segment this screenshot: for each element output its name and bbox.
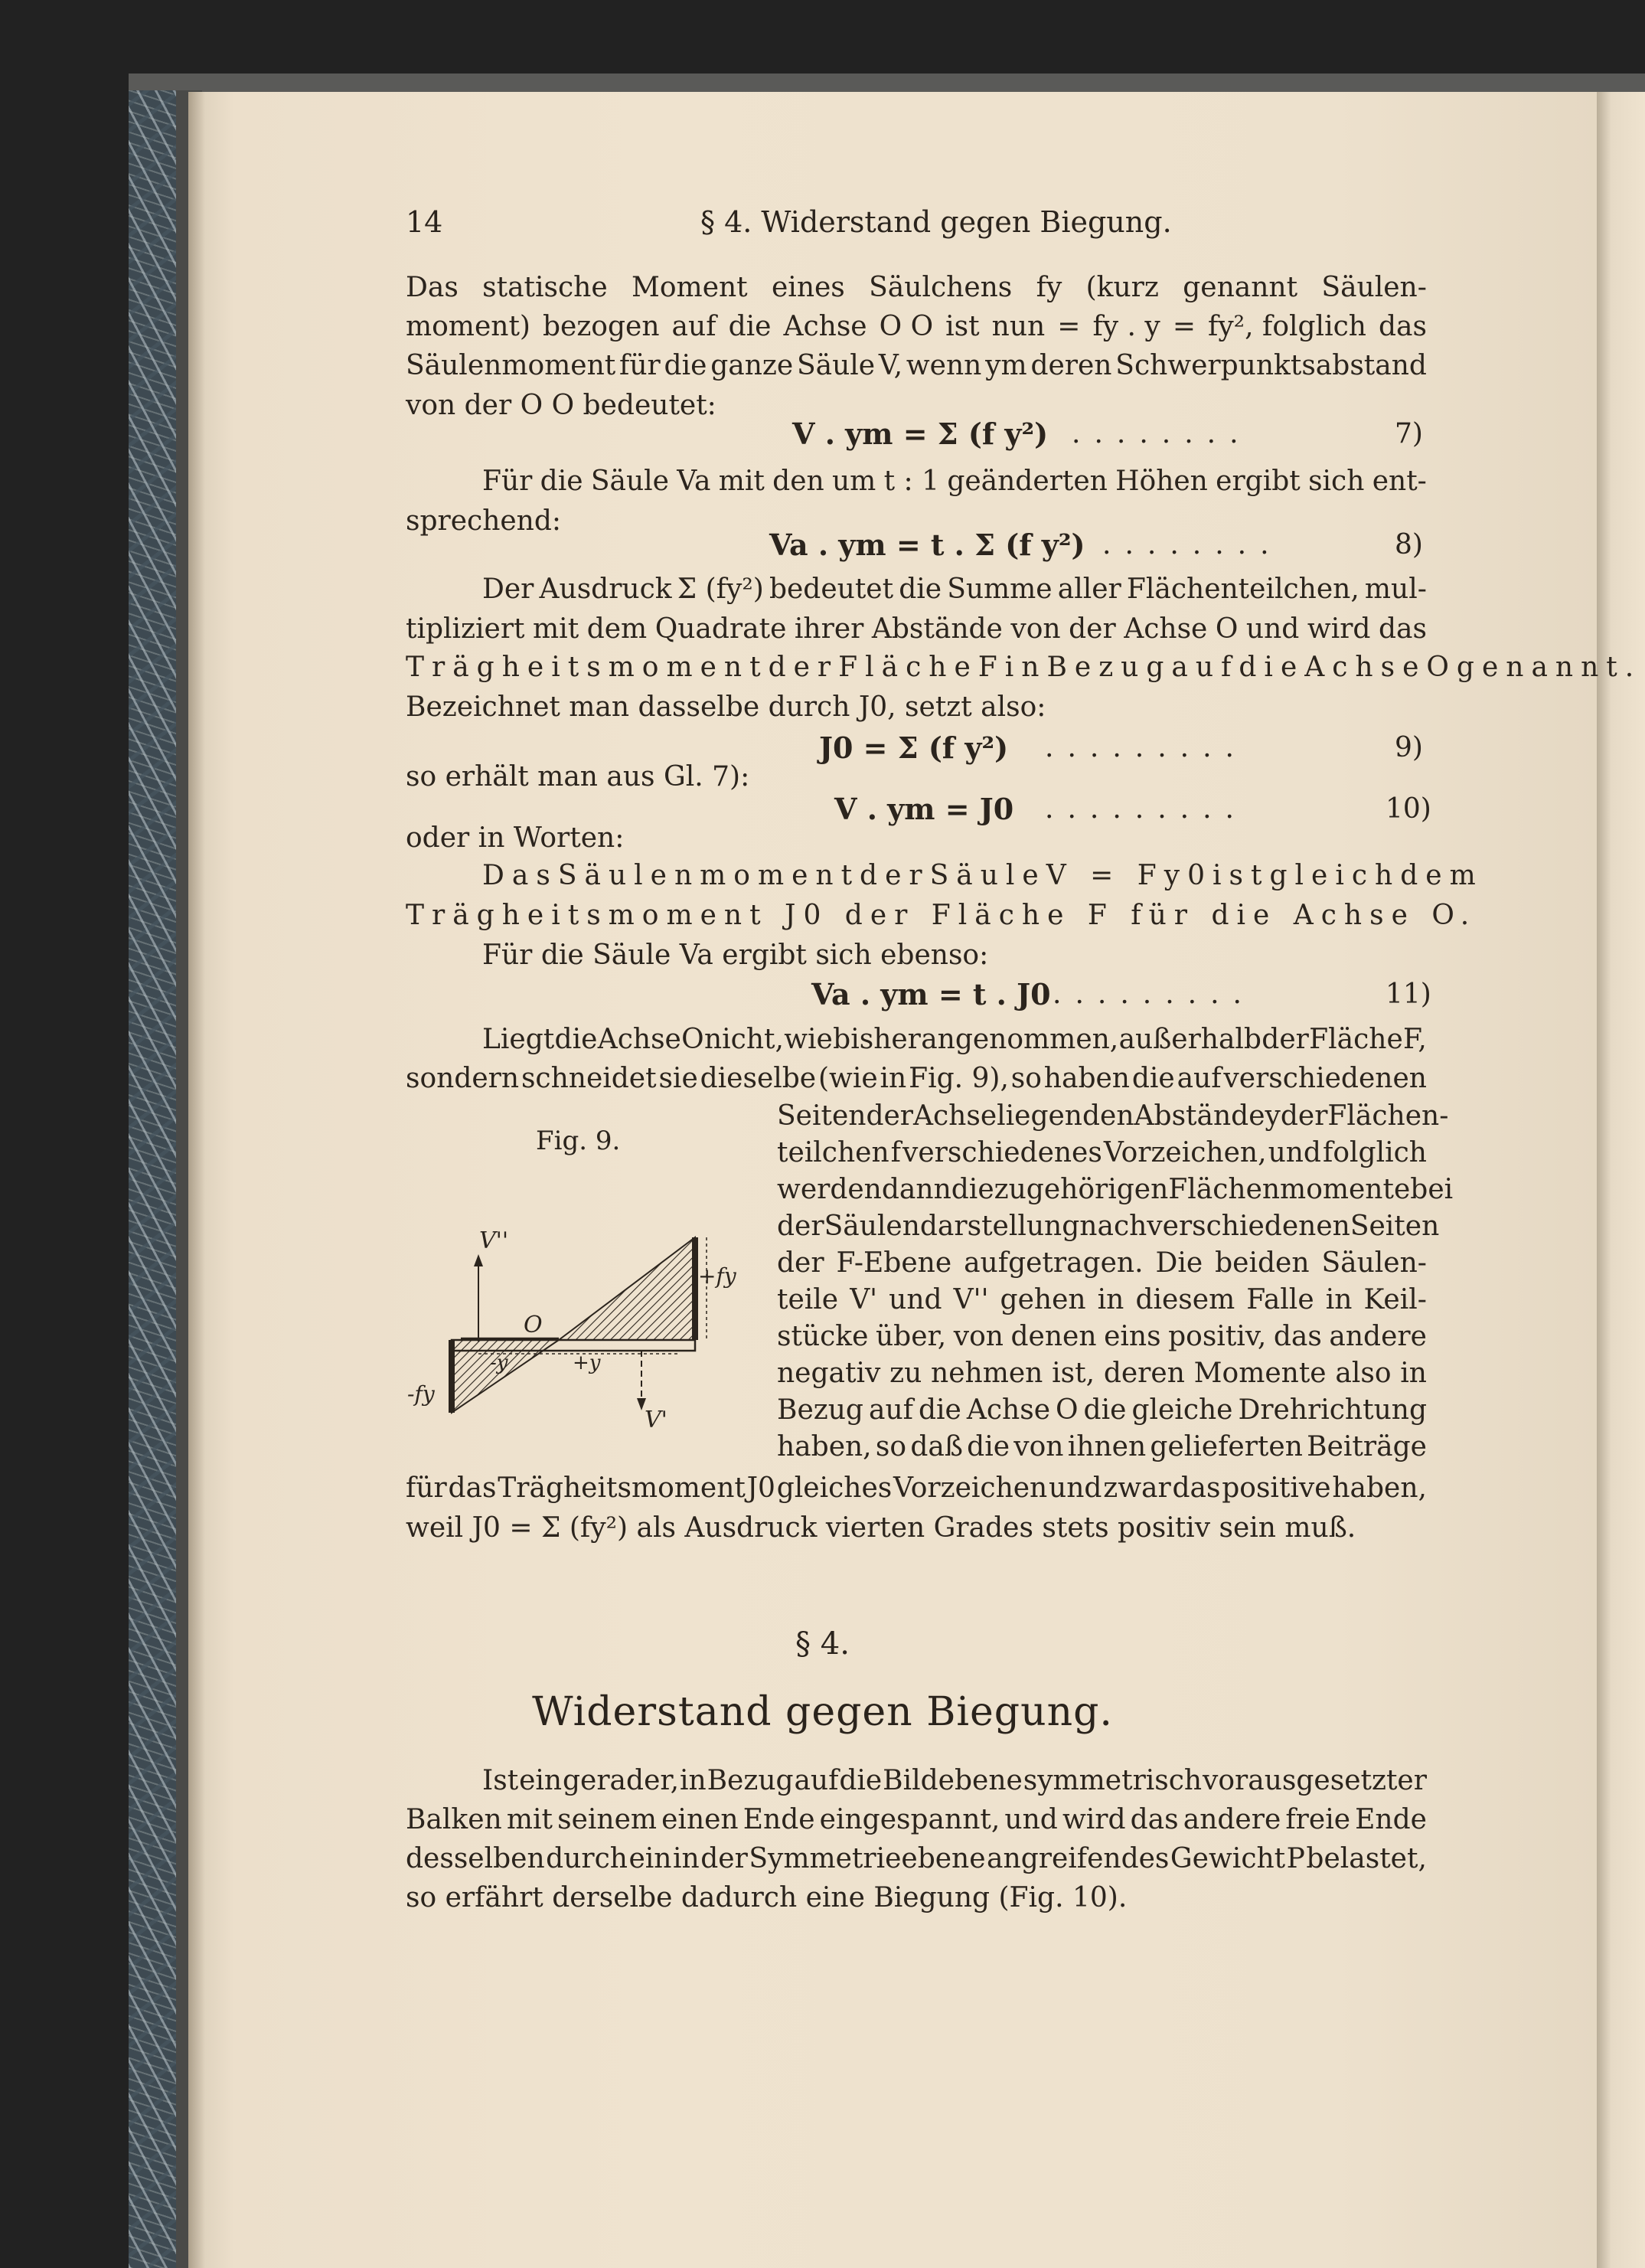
- word: der: [1069, 613, 1116, 645]
- word: =: [1057, 311, 1081, 342]
- word: =: [1172, 311, 1196, 342]
- word: die: [728, 311, 772, 342]
- word: O: [681, 1024, 704, 1055]
- word: Höhen: [1115, 466, 1208, 497]
- equation-10: V . ym = J0: [834, 792, 1014, 826]
- word: so: [1010, 1063, 1042, 1094]
- word: auf: [794, 1765, 839, 1796]
- word: ganze: [710, 350, 794, 381]
- para1-line-1: [406, 271, 1427, 305]
- word: Fig. 9),: [909, 1063, 1009, 1094]
- word: Bildebene: [883, 1765, 1023, 1796]
- para5-line-1: [482, 1023, 1427, 1057]
- word: und: [1245, 613, 1300, 645]
- word: der: [860, 860, 930, 891]
- word: Säule: [929, 860, 1046, 891]
- word: die: [918, 1394, 961, 1426]
- word: für: [406, 1472, 447, 1504]
- para5-right-line-5: [777, 1247, 1427, 1280]
- para5-right-line-4: [777, 1210, 1440, 1243]
- word: Fläche: [1309, 1024, 1403, 1055]
- word: ent-: [1372, 466, 1427, 497]
- word: die: [540, 466, 583, 497]
- word: bedeutet: [769, 574, 894, 605]
- word: andere: [1329, 1321, 1427, 1352]
- word: die: [664, 350, 707, 381]
- word: denen: [1010, 1321, 1097, 1352]
- word: Säulchens: [869, 272, 1013, 303]
- word: Achse: [913, 1100, 997, 1132]
- word: haben,: [777, 1431, 872, 1462]
- word: wenn: [906, 350, 982, 381]
- word: vorausgesetzter: [1203, 1765, 1427, 1796]
- word: deren: [1030, 350, 1112, 381]
- word: Ausdruck: [539, 574, 672, 605]
- word: Säulendarstellung: [824, 1211, 1080, 1242]
- word: Beiträge: [1307, 1431, 1427, 1462]
- word: J0: [746, 1472, 775, 1504]
- para5-right-line-8: [777, 1357, 1427, 1391]
- word: genannt: [1183, 272, 1298, 303]
- running-title: § 4. Widerstand gegen Biegung.: [700, 205, 1172, 239]
- word: eins: [1104, 1321, 1161, 1352]
- word: zugehörigen: [994, 1174, 1169, 1205]
- word: F: [978, 652, 1005, 683]
- word: Balken: [406, 1804, 502, 1835]
- word: also: [1335, 1358, 1392, 1389]
- label-plus-y: +y: [573, 1351, 601, 1374]
- word: die: [1083, 1394, 1127, 1426]
- word: Achse: [1304, 652, 1427, 683]
- word: Momente: [1193, 1358, 1327, 1389]
- para2-last-line: sprechend:: [406, 505, 562, 537]
- word: O: [1056, 1394, 1079, 1426]
- word: durch: [546, 1843, 628, 1874]
- word: um: [832, 466, 876, 497]
- word: Säule: [590, 466, 669, 497]
- word: verschiedenen: [1147, 1211, 1350, 1242]
- word: Flächenteilchen,: [1126, 574, 1359, 605]
- word: statische: [482, 272, 608, 303]
- word: aller: [1057, 574, 1121, 605]
- word: teilchen: [777, 1137, 889, 1168]
- word: in: [1325, 1284, 1353, 1315]
- word: f: [890, 1137, 901, 1168]
- positive-wedge: [559, 1237, 695, 1340]
- word: Für: [482, 466, 533, 497]
- word: das: [1172, 1472, 1221, 1504]
- word: stücke: [777, 1321, 869, 1352]
- word: P: [1286, 1843, 1305, 1874]
- word: liegenden: [997, 1100, 1134, 1132]
- word: Achse: [1124, 613, 1208, 645]
- word: Drehrichtung: [1238, 1394, 1427, 1426]
- word: in: [1097, 1284, 1124, 1315]
- word: und: [1268, 1137, 1321, 1168]
- word: zu: [889, 1358, 922, 1389]
- label-minus-fy: -fy: [407, 1381, 435, 1407]
- word: so: [875, 1431, 907, 1462]
- word: auf: [1171, 652, 1239, 683]
- para6-line-3: [406, 1842, 1427, 1876]
- line-oder-in-worten: oder in Worten:: [406, 822, 625, 854]
- word: in: [880, 1063, 907, 1094]
- word: bisher: [833, 1024, 921, 1055]
- word: seinem: [557, 1804, 658, 1835]
- para5-right-line-3: [777, 1173, 1454, 1207]
- word: Trägheitsmoment: [498, 1472, 746, 1504]
- word: der: [777, 1247, 824, 1279]
- word: ist: [1213, 860, 1270, 891]
- equation-7-leader: ........: [1072, 418, 1252, 449]
- para3-line-3: [406, 651, 1642, 685]
- word: dieselbe: [700, 1063, 817, 1094]
- word: von: [953, 1321, 1004, 1352]
- word: gerader,: [563, 1765, 680, 1796]
- word: bei: [1410, 1174, 1454, 1205]
- word: verschiedenes: [902, 1137, 1102, 1168]
- para5-line-2: [406, 1062, 1427, 1096]
- word: gleiche: [1131, 1394, 1233, 1426]
- word: wie: [784, 1024, 833, 1055]
- word: Flächenmomente: [1168, 1174, 1411, 1205]
- word: Ende: [743, 1804, 815, 1835]
- word: gelieferten: [1150, 1431, 1303, 1462]
- para6-line-2: [406, 1803, 1427, 1837]
- word: Σ (fy²): [677, 574, 764, 605]
- equation-11: Va . ym = t . J0: [811, 977, 1051, 1011]
- word: ihnen: [1067, 1431, 1147, 1462]
- word: O: [1426, 652, 1457, 683]
- word: die: [1239, 652, 1305, 683]
- word: positiv,: [1168, 1321, 1267, 1352]
- word: Ende: [1355, 1804, 1427, 1835]
- word: Das: [482, 860, 558, 891]
- page-number: 14: [406, 205, 443, 239]
- word: die: [554, 1024, 598, 1055]
- word: das: [448, 1472, 497, 1504]
- equation-9-leader: .........: [1045, 732, 1248, 763]
- word: Vorzeichen: [893, 1472, 1048, 1504]
- figure-9-diagram: [406, 1172, 765, 1478]
- word: Summe: [947, 574, 1053, 605]
- section-number: § 4.: [795, 1626, 850, 1662]
- word: O O: [879, 311, 934, 342]
- para5-last-line: weil J0 = Σ (fy²) als Ausdruck vierten Grades stets positiv sein muß.: [406, 1512, 1356, 1544]
- word: eingespannt,: [819, 1804, 1000, 1835]
- word: Säulenmoment: [557, 860, 860, 891]
- word: V': [850, 1284, 878, 1315]
- equation-9-number: 9): [1395, 732, 1423, 763]
- word: Ist: [482, 1765, 519, 1796]
- word: gehen: [1000, 1284, 1086, 1315]
- word: moment): [406, 311, 530, 342]
- word: zwar: [1103, 1472, 1171, 1504]
- word: mit: [718, 466, 765, 497]
- word: Achse: [966, 1394, 1050, 1426]
- word: nun: [991, 311, 1046, 342]
- word: sich: [1308, 466, 1365, 497]
- word: ein: [628, 1843, 672, 1874]
- word: bezogen: [542, 311, 660, 342]
- word: das: [1378, 311, 1427, 342]
- word: negativ: [777, 1358, 881, 1389]
- word: der: [1261, 1024, 1309, 1055]
- word: Bezug: [777, 1394, 863, 1426]
- word: wird: [1062, 1804, 1126, 1835]
- word: über,: [875, 1321, 947, 1352]
- word: ist: [945, 311, 980, 342]
- word: Symmetrieebene: [749, 1843, 986, 1874]
- word: daß: [910, 1431, 963, 1462]
- word: Säule: [796, 350, 876, 381]
- word: Seiten: [777, 1100, 867, 1132]
- word: symmetrisch: [1023, 1765, 1203, 1796]
- word: dann: [881, 1174, 951, 1205]
- word: gleiches: [776, 1472, 893, 1504]
- word: Keil-: [1363, 1284, 1427, 1315]
- word: in: [1004, 652, 1047, 683]
- word: sondern: [406, 1063, 520, 1094]
- word: (kurz: [1085, 272, 1159, 303]
- section-title: Widerstand gegen Biegung.: [532, 1689, 1113, 1735]
- word: deren: [1103, 1358, 1185, 1389]
- equation-9: J0 = Σ (f y²): [819, 730, 1009, 765]
- label-minus-y: -y: [490, 1351, 508, 1374]
- word: fy . y: [1092, 311, 1160, 342]
- word: verschiedenen: [1223, 1063, 1427, 1094]
- word: Fläche: [838, 652, 978, 683]
- word: Bezug: [707, 1765, 794, 1796]
- equation-7: V . ym = Σ (f y²): [792, 417, 1049, 451]
- para5-right-line-2: [777, 1136, 1427, 1170]
- word: auf: [868, 1394, 913, 1426]
- para6-line-1: [482, 1764, 1427, 1798]
- word: Abstände: [871, 613, 1003, 645]
- word: Säulen-: [1321, 272, 1427, 303]
- equation-8-leader: ........: [1102, 529, 1283, 560]
- word: dem: [1400, 860, 1483, 891]
- word: die: [899, 574, 942, 605]
- word: ym: [985, 350, 1027, 381]
- word: das: [1130, 1804, 1179, 1835]
- word: den: [772, 466, 824, 497]
- word: andere: [1183, 1804, 1281, 1835]
- para2-line-1: [482, 465, 1427, 498]
- word: Trägheitsmoment: [406, 652, 769, 683]
- word: mul-: [1364, 574, 1427, 605]
- para1-line-3: [406, 349, 1427, 383]
- word: Die: [1155, 1247, 1203, 1279]
- word: haben: [1043, 1063, 1130, 1094]
- word: angreifendes: [987, 1843, 1170, 1874]
- word: das: [1379, 613, 1427, 645]
- word: diesem: [1135, 1284, 1235, 1315]
- figure-caption: Fig. 9.: [536, 1126, 621, 1156]
- word: tipliziert: [406, 613, 525, 645]
- word: nach: [1079, 1211, 1147, 1242]
- line-fuer-die-saeule: Für die Säule Va ergibt sich ebenso:: [482, 940, 989, 971]
- word: der: [866, 1100, 913, 1132]
- para3-line-1: [482, 573, 1427, 606]
- word: geänderten: [947, 466, 1108, 497]
- word: F,: [1403, 1024, 1427, 1055]
- word: Achse: [597, 1024, 681, 1055]
- word: Bezug: [1046, 652, 1172, 683]
- word: positive: [1222, 1472, 1331, 1504]
- word: ihrer: [794, 613, 864, 645]
- word: teile: [777, 1284, 839, 1315]
- word: in: [1400, 1358, 1427, 1389]
- equation-10-leader: .........: [1045, 793, 1248, 825]
- word: Va: [677, 466, 711, 497]
- equation-11-number: 11): [1386, 979, 1431, 1010]
- para5-right-line-7: [777, 1320, 1427, 1354]
- word: für: [619, 350, 661, 381]
- word: in: [679, 1765, 707, 1796]
- word: auf: [1177, 1063, 1222, 1094]
- word: außerhalb: [1118, 1024, 1261, 1055]
- word: wird: [1307, 613, 1371, 645]
- word: Liegt: [482, 1024, 555, 1055]
- gutter-shadow: [188, 92, 205, 2268]
- figure-9: [406, 1126, 765, 1447]
- word: der: [700, 1843, 748, 1874]
- word: gleich: [1269, 860, 1401, 891]
- word: die: [1131, 1063, 1175, 1094]
- word: ein: [519, 1765, 563, 1796]
- word: einen: [661, 1804, 739, 1835]
- label-v-single: V': [645, 1407, 667, 1433]
- word: F-Ebene: [836, 1247, 952, 1279]
- word: V,: [878, 350, 903, 381]
- word: genannt.: [1456, 652, 1642, 683]
- word: Vorzeichen,: [1103, 1137, 1267, 1168]
- word: Flächen-: [1327, 1100, 1449, 1132]
- para5-right-line-10: [777, 1430, 1427, 1464]
- word: der: [777, 1211, 824, 1242]
- word: der: [1280, 1100, 1328, 1132]
- word: das: [1273, 1321, 1322, 1352]
- word: nicht,: [703, 1024, 784, 1055]
- word: Quadrate: [654, 613, 787, 645]
- word: V'': [953, 1284, 989, 1315]
- word: Schwerpunktsabstand: [1115, 350, 1427, 381]
- word: desselben: [406, 1843, 545, 1874]
- para3-last-line: Bezeichnet man dasselbe durch J0, setzt also:: [406, 691, 1046, 723]
- word: Der: [482, 574, 534, 605]
- word: Säulen-: [1321, 1247, 1427, 1279]
- equation-10-number: 10): [1386, 793, 1431, 825]
- word: in: [673, 1843, 700, 1874]
- word: O: [1215, 613, 1239, 645]
- word: Falle: [1246, 1284, 1314, 1315]
- para4-last-line: Trägheitsmoment J0 der Fläche F für die Achse O.: [406, 900, 1477, 931]
- word: die: [967, 1431, 1010, 1462]
- word: V = Fy0: [1046, 860, 1213, 891]
- word: beiden: [1215, 1247, 1310, 1279]
- word: und: [889, 1284, 942, 1315]
- word: angenommen,: [921, 1024, 1119, 1055]
- para5-right-line-9: [777, 1394, 1427, 1427]
- word: t : 1: [883, 466, 940, 497]
- word: auf: [671, 311, 716, 342]
- word: Das: [406, 272, 459, 303]
- para1-line-2: [406, 310, 1427, 344]
- word: mit: [506, 1804, 553, 1835]
- word: freie: [1285, 1804, 1351, 1835]
- para6-last-line: so erfährt derselbe dadurch eine Biegung (Fig. 10).: [406, 1882, 1128, 1913]
- word: aufgetragen.: [964, 1247, 1144, 1279]
- word: die: [839, 1765, 883, 1796]
- word: sie: [658, 1063, 698, 1094]
- word: (wie: [818, 1063, 878, 1094]
- para5-right-line-6: [777, 1283, 1427, 1317]
- word: dem: [586, 613, 648, 645]
- word: Gewicht: [1170, 1843, 1286, 1874]
- word: Abstände: [1134, 1100, 1265, 1132]
- label-v-double: V'': [479, 1227, 509, 1254]
- word: und: [1004, 1804, 1058, 1835]
- facing-page-edge: [1597, 92, 1645, 2268]
- word: mit: [533, 613, 579, 645]
- word: haben,: [1332, 1472, 1427, 1504]
- label-o: O: [524, 1312, 543, 1338]
- para3-line-2: [406, 613, 1427, 646]
- equation-7-number: 7): [1395, 418, 1423, 449]
- word: belastet,: [1306, 1843, 1427, 1874]
- equation-8: Va . ym = t . Σ (f y²): [769, 528, 1085, 562]
- word: ist,: [1052, 1358, 1095, 1389]
- equation-11-leader: .........: [1053, 979, 1255, 1010]
- para5-right-line-1: [777, 1100, 1449, 1133]
- para4-line-1: [482, 859, 1483, 893]
- word: y: [1265, 1100, 1281, 1132]
- line-so-erhaelt: so erhält man aus Gl. 7):: [406, 761, 750, 792]
- v-double-arrowhead: [474, 1254, 483, 1266]
- word: Achse: [783, 311, 867, 342]
- word: der: [768, 652, 839, 683]
- word: und: [1049, 1472, 1102, 1504]
- para1-last-line: von der O O bedeutet:: [406, 390, 716, 421]
- word: von: [1013, 1431, 1064, 1462]
- word: von: [1010, 613, 1061, 645]
- label-plus-fy: +fy: [698, 1263, 736, 1289]
- word: fy: [1036, 272, 1062, 303]
- word: werden: [777, 1174, 882, 1205]
- word: die: [951, 1174, 994, 1205]
- word: Säulenmoment: [406, 350, 616, 381]
- word: ergibt: [1216, 466, 1301, 497]
- word: fy², folglich: [1208, 311, 1366, 342]
- word: folglich: [1323, 1137, 1427, 1168]
- word: Moment: [632, 272, 748, 303]
- word: schneidet: [521, 1063, 657, 1094]
- word: nehmen: [931, 1358, 1043, 1389]
- word: eines: [772, 272, 845, 303]
- word: Seiten: [1350, 1211, 1440, 1242]
- equation-8-number: 8): [1395, 529, 1423, 560]
